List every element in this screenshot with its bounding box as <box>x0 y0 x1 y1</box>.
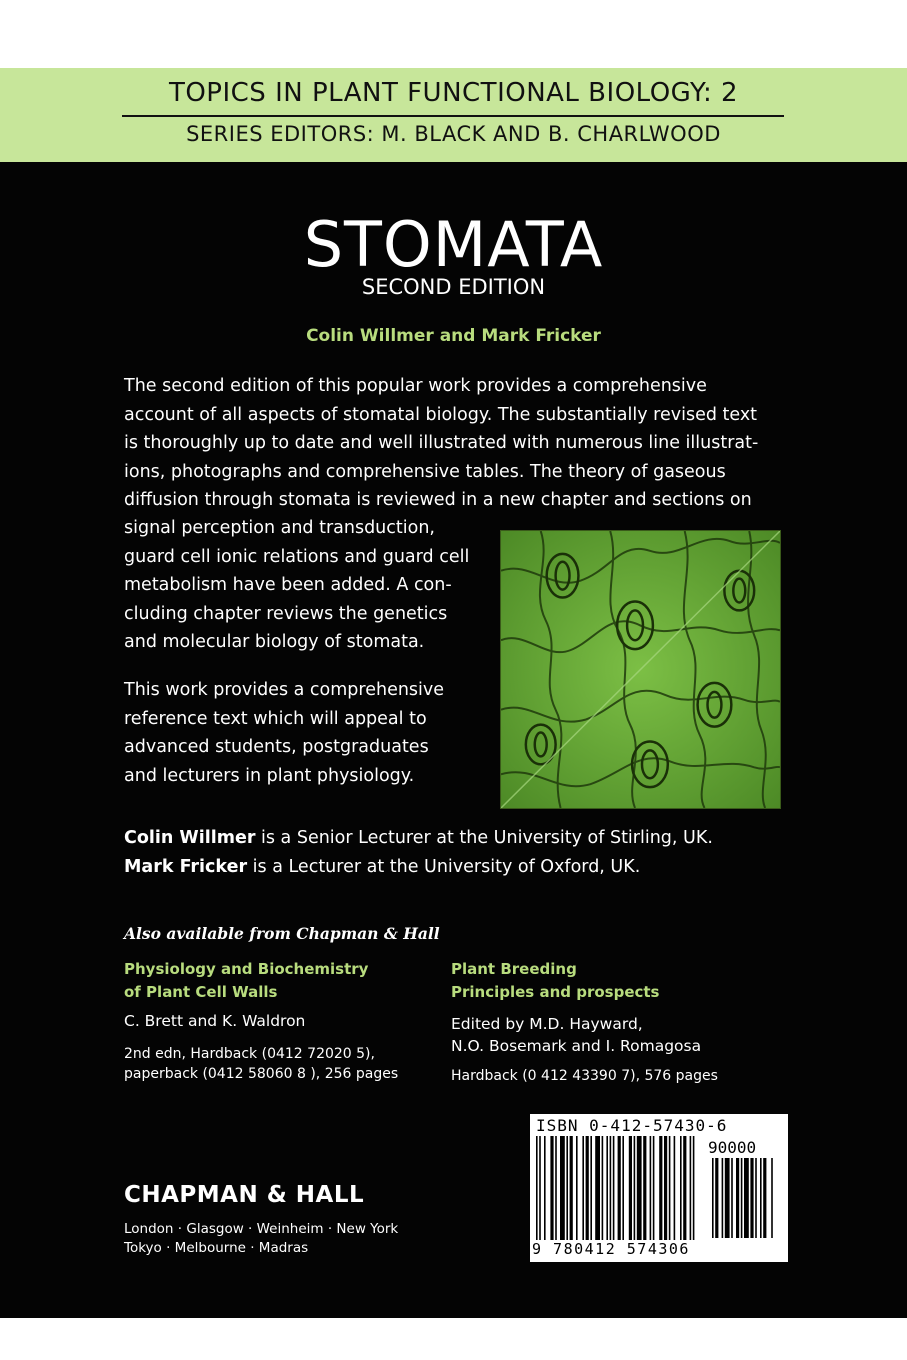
barcode-bar <box>736 1158 739 1238</box>
barcode-bar <box>576 1136 578 1240</box>
bottom-margin <box>0 1318 907 1360</box>
barcode-bar <box>602 1136 604 1240</box>
related-details-line: paperback (0412 58060 8 ), 256 pages <box>124 1066 399 1082</box>
barcode-bar <box>771 1158 773 1238</box>
blurb-line: signal perception and transduction, <box>124 518 435 538</box>
barcode-bar <box>582 1136 584 1240</box>
blurb-line: guard cell ionic relations and guard cell <box>124 546 470 567</box>
related-title-line: Principles and prospects <box>451 983 660 1001</box>
barcode-bar <box>741 1158 743 1238</box>
barcode-bar <box>669 1136 671 1240</box>
isbn-label: ISBN 0-412-57430-6 <box>536 1116 728 1135</box>
also-available-heading: Also available from Chapman & Hall <box>124 924 440 943</box>
authors: Colin Willmer and Mark Fricker <box>306 326 601 346</box>
barcode-bar <box>664 1136 667 1240</box>
book-title: STOMATA <box>303 208 604 281</box>
related-editors-line: N.O. Bosemark and I. Romagosa <box>451 1037 702 1055</box>
related-title-left <box>124 958 368 1004</box>
blurb-line: cluding chapter reviews the genetics <box>124 603 448 624</box>
barcode-bar <box>629 1136 632 1240</box>
related-title-line: Plant Breeding <box>451 960 577 978</box>
isbn-barcode <box>530 1114 788 1262</box>
related-title-right <box>451 958 659 1004</box>
barcode-bar <box>731 1158 733 1238</box>
blurb-line: The second edition of this popular work provides a comprehensive <box>124 376 707 396</box>
series-title: TOPICS IN PLANT FUNCTIONAL BIOLOGY: 2 <box>168 78 739 108</box>
barcode-bar <box>715 1158 718 1238</box>
barcode-bar <box>653 1136 655 1240</box>
top-margin <box>0 0 907 68</box>
barcode-bar <box>659 1136 662 1240</box>
barcode-bar <box>622 1136 624 1240</box>
barcode-bar <box>693 1136 695 1240</box>
blurb-line: and lecturers in plant physiology. <box>124 765 415 786</box>
related-authors-left: C. Brett and K. Waldron <box>124 1012 306 1030</box>
related-editors-line: Edited by M.D. Hayward, <box>451 1015 643 1033</box>
barcode-bar <box>690 1136 692 1240</box>
blurb-line: reference text which will appeal to <box>124 708 427 729</box>
publisher-name: CHAPMAN & HALL <box>124 1182 365 1208</box>
related-title-line: Physiology and Biochemistry <box>124 960 369 978</box>
barcode-bar <box>560 1136 565 1240</box>
blurb-line: account of all aspects of stomatal biology. The substantially revised text <box>124 404 758 425</box>
publisher-cities-line-2: Tokyo · Melbourne · Madras <box>124 1240 309 1256</box>
blurb-paragraph-1 <box>124 372 789 515</box>
barcode-bars <box>534 1136 704 1244</box>
publisher-cities-line-1: London · Glasgow · Weinheim · New York <box>124 1221 399 1237</box>
barcode-bar <box>744 1158 749 1238</box>
blurb-paragraph-2 <box>124 676 484 790</box>
blurb-line: diffusion through stomata is reviewed in a new chapter and sections on <box>124 490 752 510</box>
barcode-bar <box>590 1136 592 1240</box>
barcode-bar <box>566 1136 568 1240</box>
barcode-bar <box>610 1136 612 1240</box>
series-editors: SERIES EDITORS: M. BLACK AND B. CHARLWOOD <box>186 122 721 146</box>
bio-willmer <box>124 828 824 848</box>
barcode-bar <box>680 1136 682 1240</box>
barcode-bar <box>544 1136 546 1240</box>
stomata-micrograph <box>500 530 781 809</box>
related-title-line: of Plant Cell Walls <box>124 983 278 1001</box>
barcode-bar <box>712 1158 714 1238</box>
bio-text: is a Senior Lecturer at the University of Stirling, UK. <box>255 828 713 848</box>
barcode-bar <box>634 1136 636 1240</box>
barcode-bar <box>683 1136 686 1240</box>
barcode-bar <box>606 1136 608 1240</box>
barcode-bar <box>570 1136 573 1240</box>
barcode-bar <box>618 1136 621 1240</box>
edition-label: SECOND EDITION <box>361 275 546 299</box>
barcode-bar <box>763 1158 766 1238</box>
barcode-bar <box>595 1136 600 1240</box>
barcode-bar <box>539 1136 541 1240</box>
ean-number: 9 780412 574306 <box>532 1240 690 1258</box>
bio-name: Mark Fricker <box>124 857 248 877</box>
blurb-line: ions, photographs and comprehensive tables. The theory of gaseous <box>124 461 726 482</box>
blurb-paragraph-1-continued <box>124 514 484 657</box>
bio-text: is a Lecturer at the University of Oxford, UK. <box>247 857 641 877</box>
related-details-left <box>124 1044 398 1084</box>
blurb-line: advanced students, postgraduates <box>124 737 429 757</box>
related-editors-right <box>451 1013 701 1057</box>
barcode-bar <box>755 1158 757 1238</box>
barcode-bar <box>650 1136 652 1240</box>
barcode-bar <box>613 1136 615 1240</box>
barcode-bar <box>760 1158 762 1238</box>
barcode-bar <box>643 1136 646 1240</box>
barcode-bar <box>674 1136 676 1240</box>
barcode-bar <box>550 1136 553 1240</box>
related-details-line: 2nd edn, Hardback (0412 72020 5), <box>124 1046 375 1062</box>
barcode-bar <box>722 1158 724 1238</box>
blurb-line: is thoroughly up to date and well illustrated with numerous line illustrat- <box>124 433 759 453</box>
price-code: 90000 <box>708 1138 757 1157</box>
blurb-line: This work provides a comprehensive <box>124 680 445 700</box>
barcode-bar <box>750 1158 753 1238</box>
barcode-bar <box>586 1136 589 1240</box>
bio-fricker <box>124 857 824 877</box>
barcode-bar <box>555 1136 557 1240</box>
related-details-right: Hardback (0 412 43390 7), 576 pages <box>451 1068 718 1084</box>
blurb-line: and molecular biology of stomata. <box>124 632 425 652</box>
barcode-bar <box>637 1136 642 1240</box>
series-banner <box>0 68 907 162</box>
addon-barcode-bars <box>710 1158 784 1238</box>
blurb-line: metabolism have been added. A con- <box>124 575 452 595</box>
barcode-bar <box>725 1158 730 1238</box>
barcode-bar <box>536 1136 538 1240</box>
bio-name: Colin Willmer <box>124 828 256 848</box>
banner-rule <box>122 115 784 117</box>
